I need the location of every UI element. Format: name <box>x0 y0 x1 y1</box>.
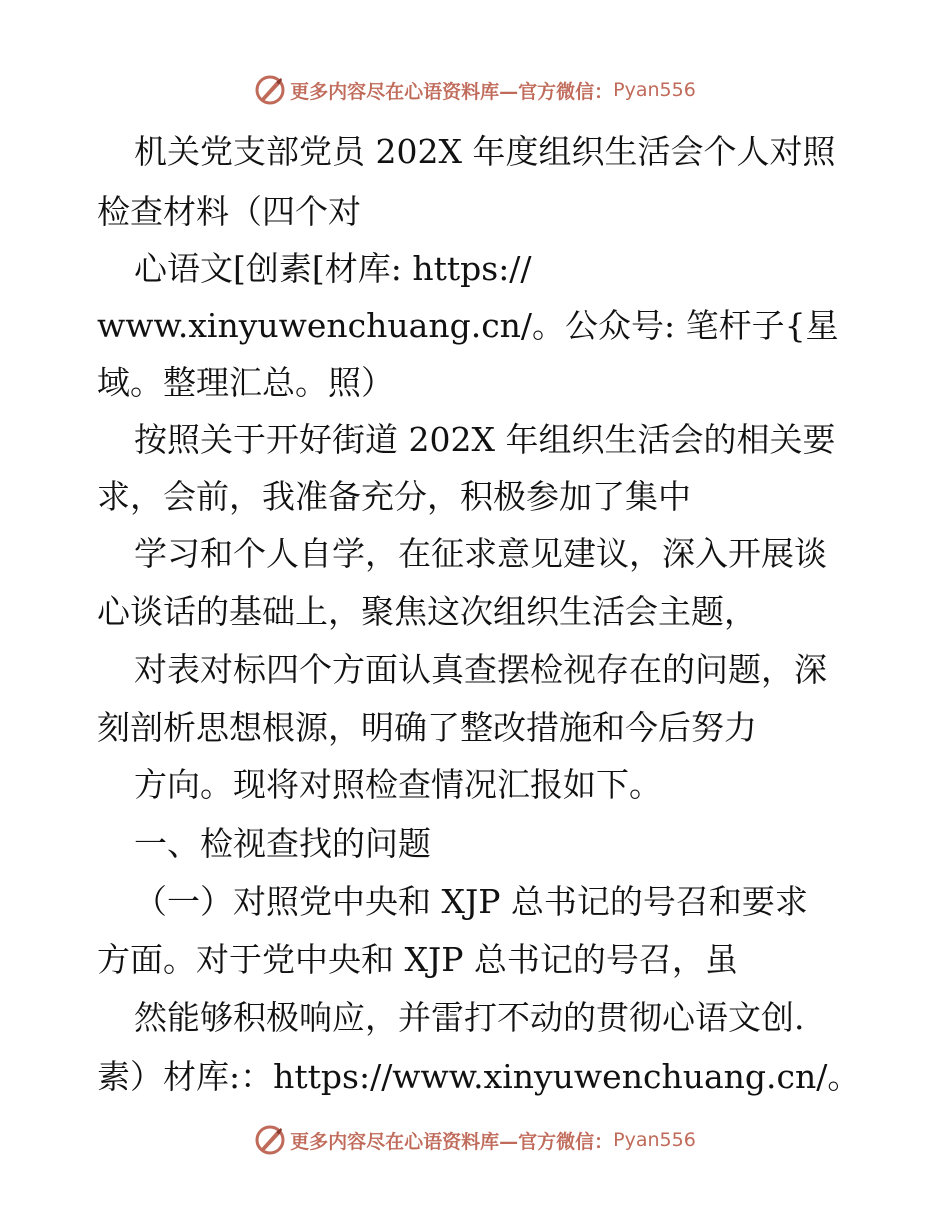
text-line: www.xinyuwenchuang.cn/。公众号: 笔杆子{星 <box>97 306 839 345</box>
text-line: （一）对照党中央和 XJP 总书记的号召和要求 <box>134 882 808 921</box>
text-line: 然能够积极响应，并雷打不动的贯彻心语文创. <box>134 998 805 1037</box>
text-line: 刻剖析思想根源，明确了整改措施和今后努力 <box>97 708 757 747</box>
text-line: 方向。现将对照检查情况汇报如下。 <box>134 765 662 804</box>
text-line: 机关党支部党员 202X 年度组织生活会个人对照 <box>134 132 836 171</box>
text-line: 求，会前，我准备充分，积极参加了集中 <box>97 477 691 516</box>
banner-text: 更多内容尽在心语资料库—官方微信： <box>290 80 614 103</box>
text-line: 心谈话的基础上，聚焦这次组织生活会主题， <box>97 592 757 631</box>
text-line: 域。整理汇总。照） <box>97 363 394 402</box>
quill-pen-logo-icon <box>254 74 286 106</box>
banner-wechat-id: Pyan556 <box>613 1129 696 1151</box>
header-banner <box>0 70 950 110</box>
footer-banner <box>0 1120 950 1160</box>
text-line: 对表对标四个方面认真查摆检视存在的问题，深 <box>134 650 827 689</box>
text-line: 方面。对于党中央和 XJP 总书记的号召，虽 <box>97 940 738 979</box>
text-line: 素）材库:：https://www.xinyuwenchuang.cn/。 <box>97 1057 861 1096</box>
banner-wechat-id: Pyan556 <box>613 79 696 101</box>
section-heading: 一、检视查找的问题 <box>134 824 431 863</box>
quill-pen-logo-icon <box>254 1124 286 1156</box>
text-line: 按照关于开好街道 202X 年组织生活会的相关要 <box>134 420 836 459</box>
text-line: 学习和个人自学，在征求意见建议，深入开展谈 <box>134 534 827 573</box>
text-line: 检查材料（四个对 <box>97 192 361 231</box>
banner-text: 更多内容尽在心语资料库—官方微信： <box>290 1130 614 1153</box>
text-line: 心语文[创素[材库: https:// <box>134 249 532 288</box>
